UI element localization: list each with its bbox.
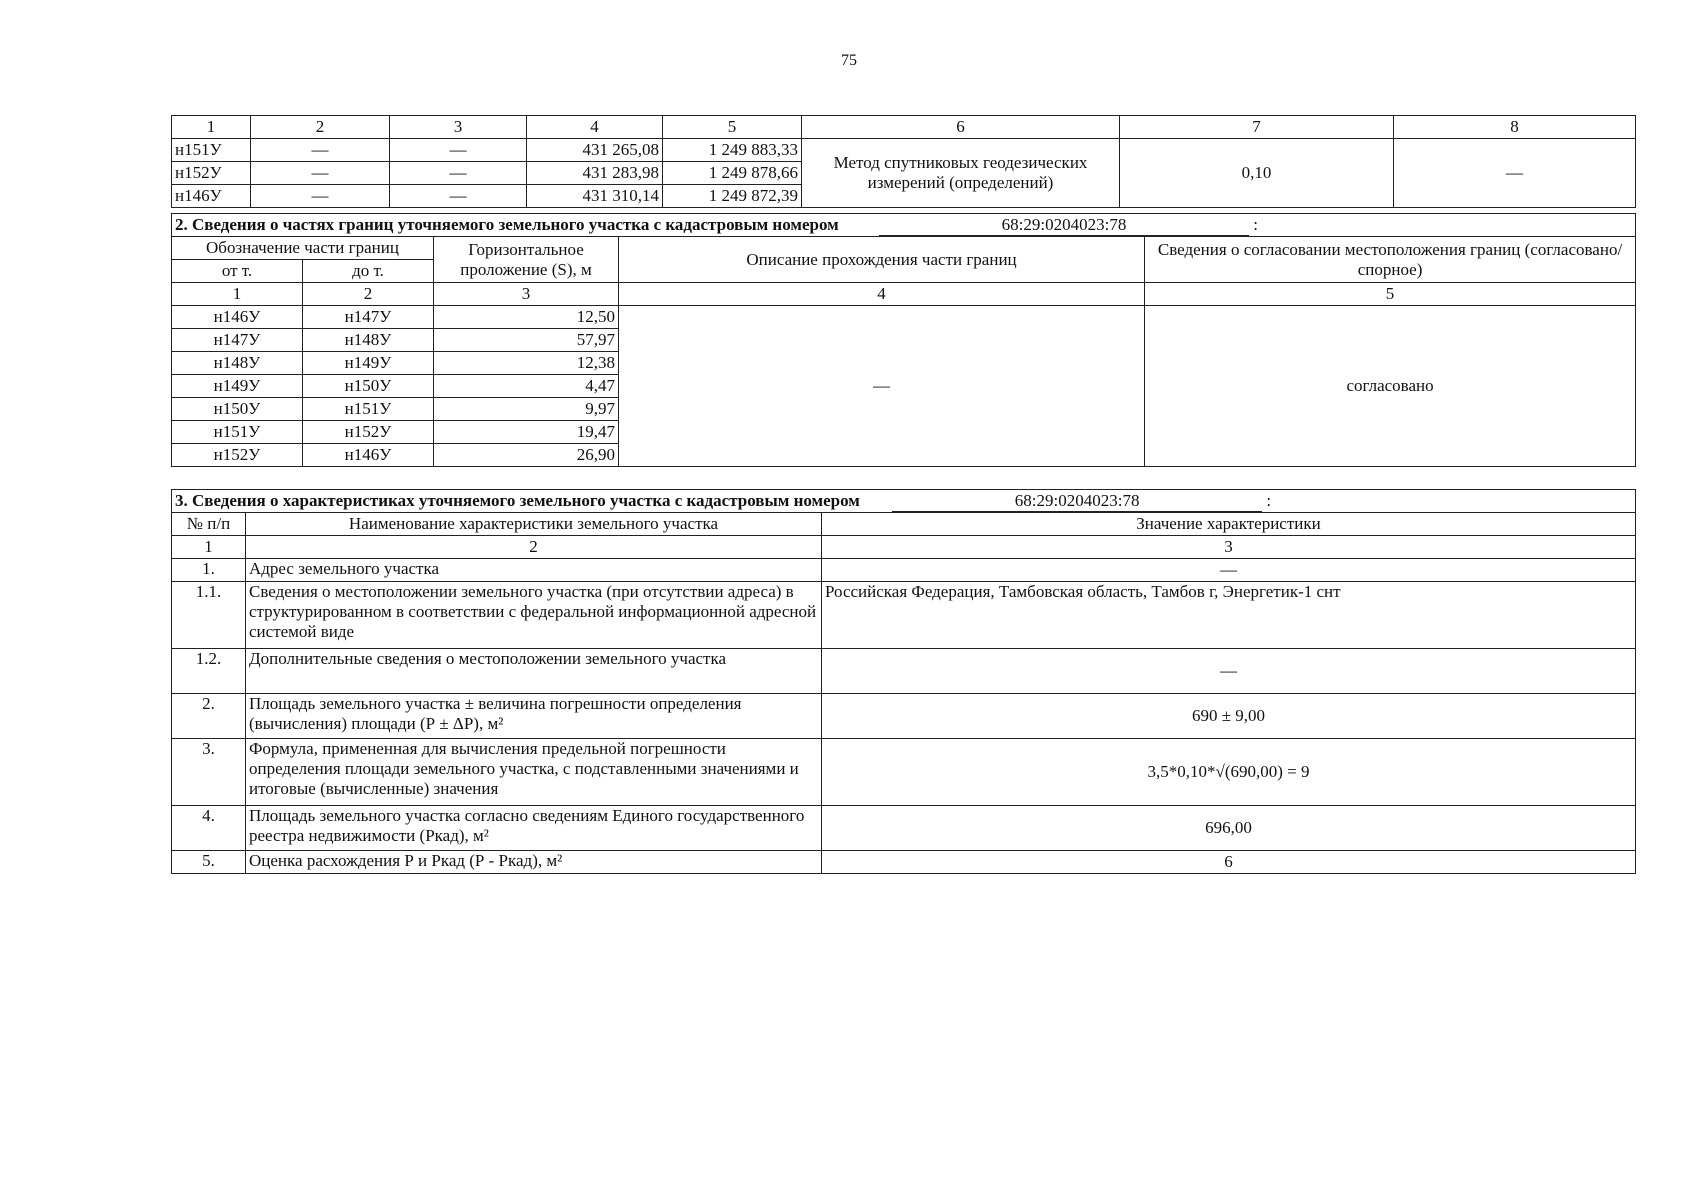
y-cell: 1 249 878,66 xyxy=(663,162,802,185)
row-value: 690 ± 9,00 xyxy=(822,694,1636,739)
from-cell: н147У xyxy=(172,329,303,352)
table-row xyxy=(172,694,1636,739)
boundary-parts-table xyxy=(171,213,1636,467)
row-name: Площадь земельного участка согласно сведениям Единого государственного реестра недвижимости (Ркад), м² xyxy=(246,806,822,851)
x-cell: 431 283,98 xyxy=(527,162,663,185)
table-row xyxy=(172,306,1636,329)
from-cell: н150У xyxy=(172,398,303,421)
section-2-heading xyxy=(172,214,1636,237)
header-description: Описание прохождения части границ xyxy=(619,237,1145,283)
row-number: 3. xyxy=(172,739,246,806)
header-name: Наименование характеристики земельного участка xyxy=(246,513,822,536)
column-number-row xyxy=(172,283,1636,306)
header-num: № п/п xyxy=(172,513,246,536)
section-2-heading-row xyxy=(172,214,1636,237)
section-2-colon: : xyxy=(1253,214,1258,234)
section-2-cadastral: 68:29:0204023:78 xyxy=(879,215,1249,236)
cell: — xyxy=(390,162,527,185)
column-number: 1 xyxy=(172,283,303,306)
column-number: 2 xyxy=(246,536,822,559)
row-number: 4. xyxy=(172,806,246,851)
table-header-row xyxy=(172,513,1636,536)
row-number: 1.1. xyxy=(172,582,246,649)
table-header-row xyxy=(172,237,1636,260)
y-cell: 1 249 883,33 xyxy=(663,139,802,162)
x-cell: 431 310,14 xyxy=(527,185,663,208)
column-number: 4 xyxy=(619,283,1145,306)
header-cell: 1 xyxy=(172,116,251,139)
x-cell: 431 265,08 xyxy=(527,139,663,162)
cell: — xyxy=(390,139,527,162)
table-row xyxy=(172,851,1636,874)
row-name: Дополнительные сведения о местоположении земельного участка xyxy=(246,649,822,694)
column-number: 3 xyxy=(434,283,619,306)
cell: — xyxy=(251,185,390,208)
row-name: Оценка расхождения Р и Ркад (Р - Ркад), м² xyxy=(246,851,822,874)
to-cell: н152У xyxy=(303,421,434,444)
characteristics-table xyxy=(171,489,1636,874)
row-value: 6 xyxy=(822,851,1636,874)
section-3-colon: : xyxy=(1266,490,1272,510)
length-cell: 19,47 xyxy=(434,421,619,444)
row-number: 2. xyxy=(172,694,246,739)
length-cell: 26,90 xyxy=(434,444,619,467)
section-3-heading xyxy=(172,490,1636,513)
table-header-row xyxy=(172,116,1636,139)
column-number: 3 xyxy=(822,536,1636,559)
header-value: Значение характеристики xyxy=(822,513,1636,536)
length-cell: 12,38 xyxy=(434,352,619,375)
table-row xyxy=(172,739,1636,806)
from-cell: н146У xyxy=(172,306,303,329)
header-cell: 6 xyxy=(802,116,1120,139)
from-cell: н151У xyxy=(172,421,303,444)
header-cell: 8 xyxy=(1394,116,1636,139)
table-row xyxy=(172,559,1636,582)
to-cell: н147У xyxy=(303,306,434,329)
header-to: до т. xyxy=(303,260,434,283)
section-2-title: 2. Сведения о частях границ уточняемого земельного участка с кадастровым номером xyxy=(175,214,839,234)
section-3-heading-row xyxy=(172,490,1636,513)
column-number-row xyxy=(172,536,1636,559)
row-name: Адрес земельного участка xyxy=(246,559,822,582)
to-cell: н146У xyxy=(303,444,434,467)
length-cell: 4,47 xyxy=(434,375,619,398)
header-cell: 4 xyxy=(527,116,663,139)
length-cell: 12,50 xyxy=(434,306,619,329)
header-cell: 3 xyxy=(390,116,527,139)
to-cell: н151У xyxy=(303,398,434,421)
page-number: 75 xyxy=(841,52,857,69)
cell: — xyxy=(251,162,390,185)
column-number: 1 xyxy=(172,536,246,559)
to-cell: н148У xyxy=(303,329,434,352)
row-number: 1. xyxy=(172,559,246,582)
point-cell: н151У xyxy=(172,139,251,162)
header-cell: 5 xyxy=(663,116,802,139)
header-agreement: Сведения о согласовании местоположения границ (согласовано/спорное) xyxy=(1145,237,1636,283)
table-row xyxy=(172,139,1636,162)
row-number: 1.2. xyxy=(172,649,246,694)
table-row xyxy=(172,806,1636,851)
table-row xyxy=(172,582,1636,649)
row-value: Российская Федерация, Тамбовская область, Тамбов г, Энергетик-1 снт xyxy=(822,582,1636,649)
header-cell: 7 xyxy=(1120,116,1394,139)
from-cell: н149У xyxy=(172,375,303,398)
description-cell: — xyxy=(619,306,1145,467)
point-cell: н152У xyxy=(172,162,251,185)
length-cell: 57,97 xyxy=(434,329,619,352)
cell: — xyxy=(390,185,527,208)
precision-cell: 0,10 xyxy=(1120,139,1394,208)
to-cell: н150У xyxy=(303,375,434,398)
method-cell: Метод спутниковых геодезических измерений (определений) xyxy=(802,139,1120,208)
header-parts: Обозначение части границ xyxy=(172,237,434,260)
header-horizontal: Горизонтальное проложение (S), м xyxy=(434,237,619,283)
row-value: 696,00 xyxy=(822,806,1636,851)
column-number: 2 xyxy=(303,283,434,306)
section-3-cadastral: 68:29:0204023:78 xyxy=(892,491,1262,512)
row-name: Сведения о местоположении земельного участка (при отсутствии адреса) в структурированном в соответствии с федеральной информационной адресной системой виде xyxy=(246,582,822,649)
coordinates-table xyxy=(171,115,1636,208)
row-name: Формула, примененная для вычисления предельной погрешности определения площади земельного участка, с подставленными значениями и итоговые (вычисленные) значения xyxy=(246,739,822,806)
row-value: — xyxy=(822,649,1636,694)
cell: — xyxy=(1394,139,1636,208)
agreement-cell: согласовано xyxy=(1145,306,1636,467)
header-cell: 2 xyxy=(251,116,390,139)
table-row xyxy=(172,649,1636,694)
from-cell: н148У xyxy=(172,352,303,375)
row-name: Площадь земельного участка ± величина погрешности определения (вычисления) площади (Р ± ΔР), м² xyxy=(246,694,822,739)
row-value: — xyxy=(822,559,1636,582)
length-cell: 9,97 xyxy=(434,398,619,421)
y-cell: 1 249 872,39 xyxy=(663,185,802,208)
cell: — xyxy=(251,139,390,162)
point-cell: н146У xyxy=(172,185,251,208)
row-value: 3,5*0,10*√(690,00) = 9 xyxy=(822,739,1636,806)
row-number: 5. xyxy=(172,851,246,874)
from-cell: н152У xyxy=(172,444,303,467)
section-3-title: 3. Сведения о характеристиках уточняемого земельного участка с кадастровым номером xyxy=(175,490,860,510)
column-number: 5 xyxy=(1145,283,1636,306)
header-from: от т. xyxy=(172,260,303,283)
to-cell: н149У xyxy=(303,352,434,375)
